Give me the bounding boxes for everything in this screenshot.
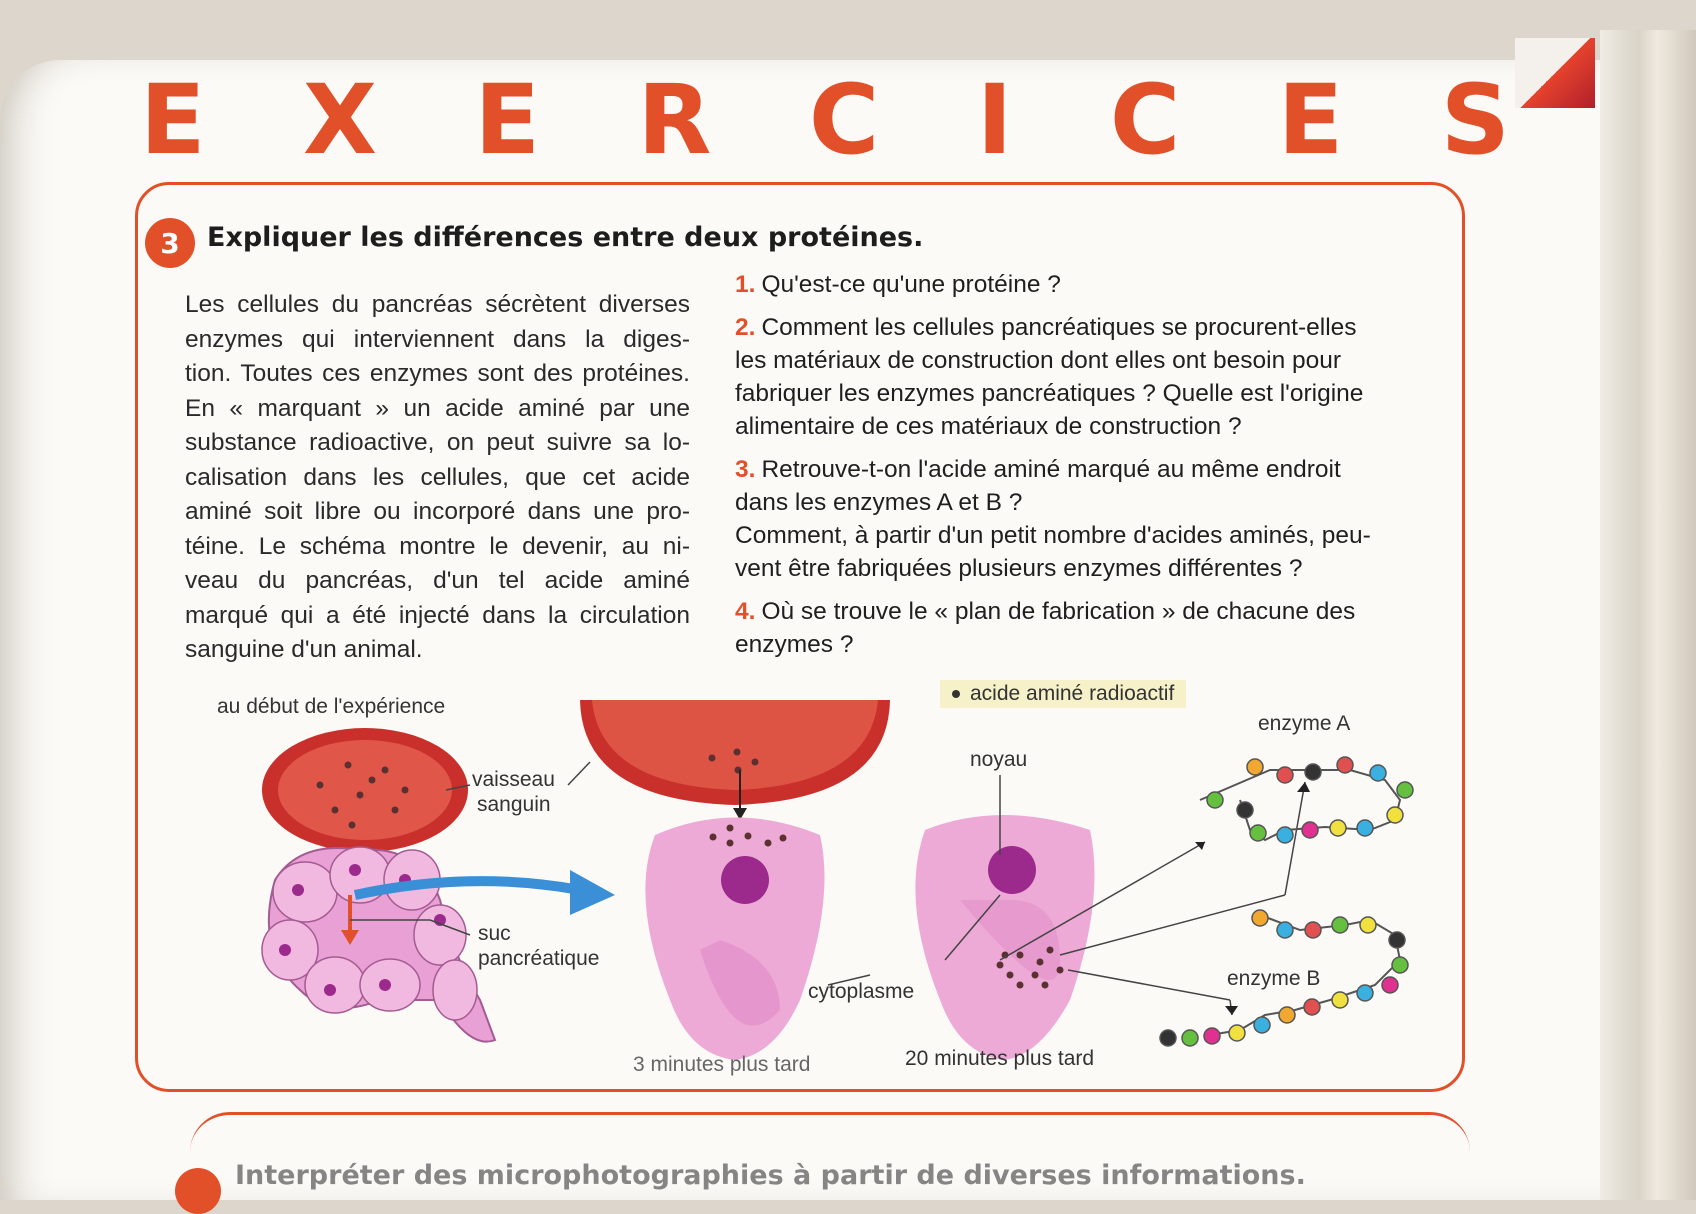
legend-dot-icon xyxy=(952,690,960,698)
question-line: Comment, à partir d'un petit nombre d'acides aminés, peu- xyxy=(735,522,1371,549)
next-exercise-title: Interpréter des microphotographies à partir de diverses informations. xyxy=(235,1160,1306,1191)
question-line: Retrouve-t-on l'acide aminé marqué au même endroit xyxy=(761,456,1341,483)
question-line: fabriquer les enzymes pancréatiques ? Quelle est l'origine xyxy=(735,380,1364,407)
title-letter: C xyxy=(808,64,880,176)
intro-line: tion. Toutes ces enzymes sont des protéines. xyxy=(185,360,690,387)
intro-line: Les cellules du pancréas sécrètent diverses xyxy=(185,291,690,318)
question-line: dans les enzymes A et B ? xyxy=(735,489,1023,516)
label-enzyme-b: enzyme B xyxy=(1227,967,1321,990)
label-suc-1: suc xyxy=(478,922,511,945)
intro-line: En « marquant » un acide aminé par une xyxy=(185,394,690,422)
enzyme-a-chain xyxy=(1200,757,1413,843)
label-vessel-1: vaisseau xyxy=(472,768,555,791)
intro-line: enzymes qui interviennent dans la diges- xyxy=(185,325,690,353)
legend-label: acide aminé radioactif xyxy=(970,682,1175,705)
question-number: 3. xyxy=(735,456,756,483)
title-letter: E xyxy=(474,64,541,176)
title-letter: R xyxy=(637,64,712,176)
question-line: Qu'est-ce qu'une protéine ? xyxy=(761,271,1061,298)
question-line: alimentaire de ces matériaux de construction ? xyxy=(735,413,1242,440)
title-letter: I xyxy=(976,64,1013,176)
question-number: 2. xyxy=(735,314,756,341)
question-line: Où se trouve le « plan de fabrication » de chacune des xyxy=(761,598,1356,625)
intro-line: calisation dans les cellules, que cet acide xyxy=(185,463,690,491)
label-vessel-2: sanguin xyxy=(477,793,551,816)
exercise-title: Expliquer les différences entre deux protéines. xyxy=(207,222,924,253)
question-line: enzymes ? xyxy=(735,631,854,658)
intro-line: marqué qui a été injecté dans la circulation xyxy=(185,601,690,629)
intro-line: téine. Le schéma montre le devenir, au ni- xyxy=(185,532,690,560)
pancreatic-acinus xyxy=(262,847,495,1042)
question-line: les matériaux de construction dont elles ont besoin pour xyxy=(735,347,1342,374)
label-20-minutes: 20 minutes plus tard xyxy=(905,1047,1095,1070)
title-letter: X xyxy=(303,64,378,176)
title-letter: E xyxy=(140,64,206,176)
cell-3-minutes xyxy=(645,818,824,1061)
title-letter: S xyxy=(1440,64,1510,176)
intro-line: substance radioactive, on peut suivre sa lo- xyxy=(185,429,690,456)
label-cytoplasme: cytoplasme xyxy=(808,980,915,1003)
question-line: vent être fabriquées plusieurs enzymes différentes ? xyxy=(735,555,1303,582)
intro-line: aminé soit libre ou incorporé dans une pro- xyxy=(185,498,690,525)
vessel-large xyxy=(580,700,890,820)
intro-line: veau du pancréas, d'un tel acide aminé xyxy=(185,567,690,594)
label-noyau: noyau xyxy=(970,748,1028,771)
question-number: 4. xyxy=(735,598,756,625)
label-suc-2: pancréatique xyxy=(478,947,600,970)
vessel-section xyxy=(262,728,468,852)
exercise-number-badge: 3 xyxy=(145,218,195,268)
question-number: 1. xyxy=(735,271,756,298)
title-letter: E xyxy=(1277,64,1344,176)
title-letter: C xyxy=(1109,64,1181,176)
next-exercise-badge xyxy=(175,1168,221,1214)
cell-20-minutes xyxy=(915,775,1094,1060)
label-start: au début de l'expérience xyxy=(217,695,446,718)
legend xyxy=(940,680,1186,708)
question-line: Comment les cellules pancréatiques se procurent-elles xyxy=(761,314,1357,341)
label-3-minutes: 3 minutes plus tard xyxy=(633,1053,811,1076)
label-enzyme-a: enzyme A xyxy=(1258,712,1351,735)
intro-line: sanguine d'un animal. xyxy=(185,636,423,663)
